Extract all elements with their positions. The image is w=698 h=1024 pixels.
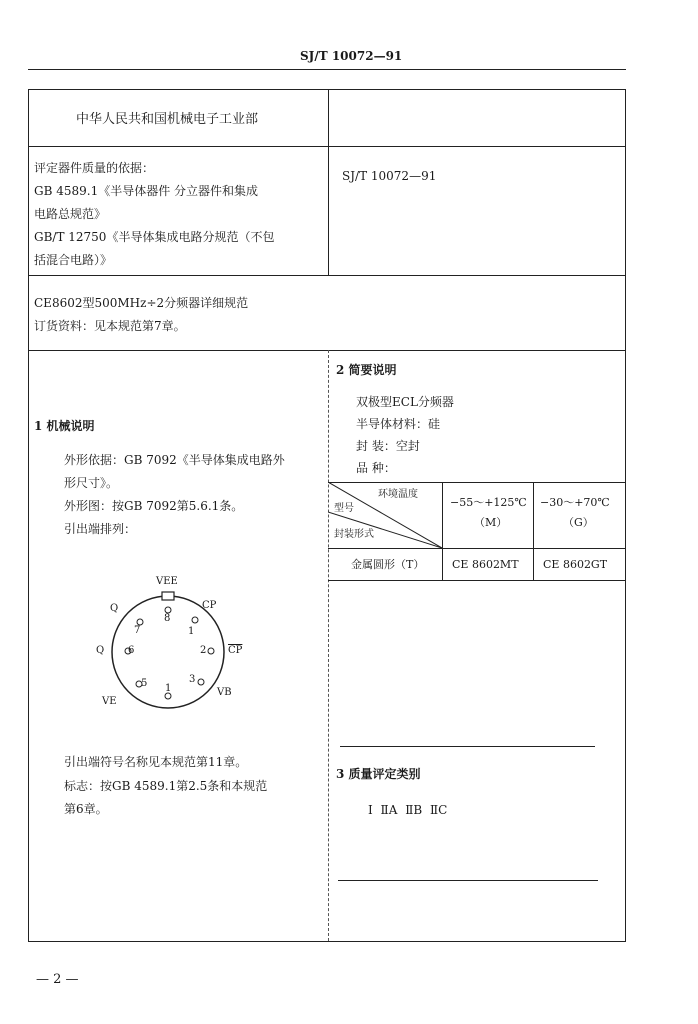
table-diag-model: 型号 [334,503,354,514]
pin-number-5: 5 [141,678,148,689]
outline-basis-2: 形尺寸》。 [64,476,119,490]
quality-basis-line1: GB 4589.1《半导体器件 分立器件和集成 [34,184,259,198]
quality-categories: Ⅰ ⅡA ⅡB ⅡC [368,803,448,817]
table-col-rule-2 [533,482,534,580]
package-tab [162,592,174,600]
pin-label-vb: VB [217,687,232,698]
outline-drawing: 外形图：按GB 7092第5.6.1条。 [64,499,244,513]
header-rule [28,69,626,70]
pin-number-7: 7 [134,625,141,636]
pin-label-q-left: Q [96,645,105,656]
pin-label-cp-bar: $\overline{CP}$ [228,645,243,656]
col-g-range: −30～+70℃ [540,496,610,509]
row-divider-1 [28,146,626,147]
pin-number-1: 1 [188,626,195,637]
quality-basis-line3: GB/T 12750《半导体集成电路分规范（不包 [34,230,275,244]
pin-number-3: 3 [189,674,196,685]
pin-hole-2 [208,648,214,654]
section3-top-rule [340,746,595,747]
page-number: — 2 — [36,972,79,987]
col-g-code: （G） [563,516,594,529]
table-diag-package: 封装形式 [334,529,374,540]
semiconductor-material: 半导体材料：硅 [356,417,441,431]
lower-divider [328,350,329,941]
table-diag-temperature: 环境温度 [378,489,418,500]
table-col-rule-1 [442,482,443,580]
pin-label-vee: VEE [156,576,178,587]
pin-label-ve: VE [102,696,117,707]
header-standard-number: SJ/T 10072—91 [300,49,403,63]
spec-title: CE8602型500MHz÷2分频器详细规范 [34,296,249,310]
col-m-range: −55～+125℃ [450,496,527,509]
frame-bottom [28,941,626,942]
top-divider [328,89,329,275]
spec-number: SJ/T 10072—91 [342,169,437,183]
device-type: 双极型ECL分频器 [356,395,454,409]
frame-left [28,89,29,942]
section3-bottom-rule [338,880,598,881]
pin-hole-1 [192,617,198,623]
outline-basis-1: 外形依据：GB 7092《半导体集成电路外 [64,453,285,467]
pin-hole-3 [198,679,204,685]
pin-names-note: 引出端符号名称见本规范第11章。 [64,755,248,769]
pin-number-4: 1 [165,683,172,694]
table-bottom-rule [328,580,625,581]
table-mid-rule [328,548,625,549]
row-package-name: 金属圆形（T） [351,558,425,571]
ministry-name: 中华人民共和国机械电子工业部 [76,112,259,127]
frame-right [625,89,626,942]
col-m-code: （M） [474,516,508,529]
quality-basis-line2: 电路总规范》 [34,207,107,221]
row-g-model: CE 8602GT [543,558,608,571]
pin-number-2: 2 [200,645,207,656]
row-m-model: CE 8602MT [452,558,519,571]
variety-label: 品 种： [356,461,396,475]
section1-heading: 1 机械说明 [34,419,95,433]
pin-number-8: 8 [164,613,171,624]
marking-line2: 第6章。 [64,802,108,816]
pin-arrangement-label: 引出端排列： [64,522,137,536]
package-type: 封 装：空封 [356,439,420,453]
frame-top [28,89,626,90]
row-divider-2 [28,275,626,276]
section3-heading: 3 质量评定类别 [336,767,421,781]
row-divider-3 [28,350,626,351]
quality-basis-line4: 括混合电路）》 [34,253,113,267]
pin-label-q-top: Q [110,603,119,614]
quality-basis-label: 评定器件质量的依据： [34,161,155,175]
section2-heading: 2 简要说明 [336,363,397,377]
order-info: 订货资料：见本规范第7章。 [34,319,186,333]
pin-label-cp: CP [202,600,217,611]
pin-number-6: 6 [128,645,135,656]
marking-line1: 标志：按GB 4589.1第2.5条和本规范 [64,779,268,793]
